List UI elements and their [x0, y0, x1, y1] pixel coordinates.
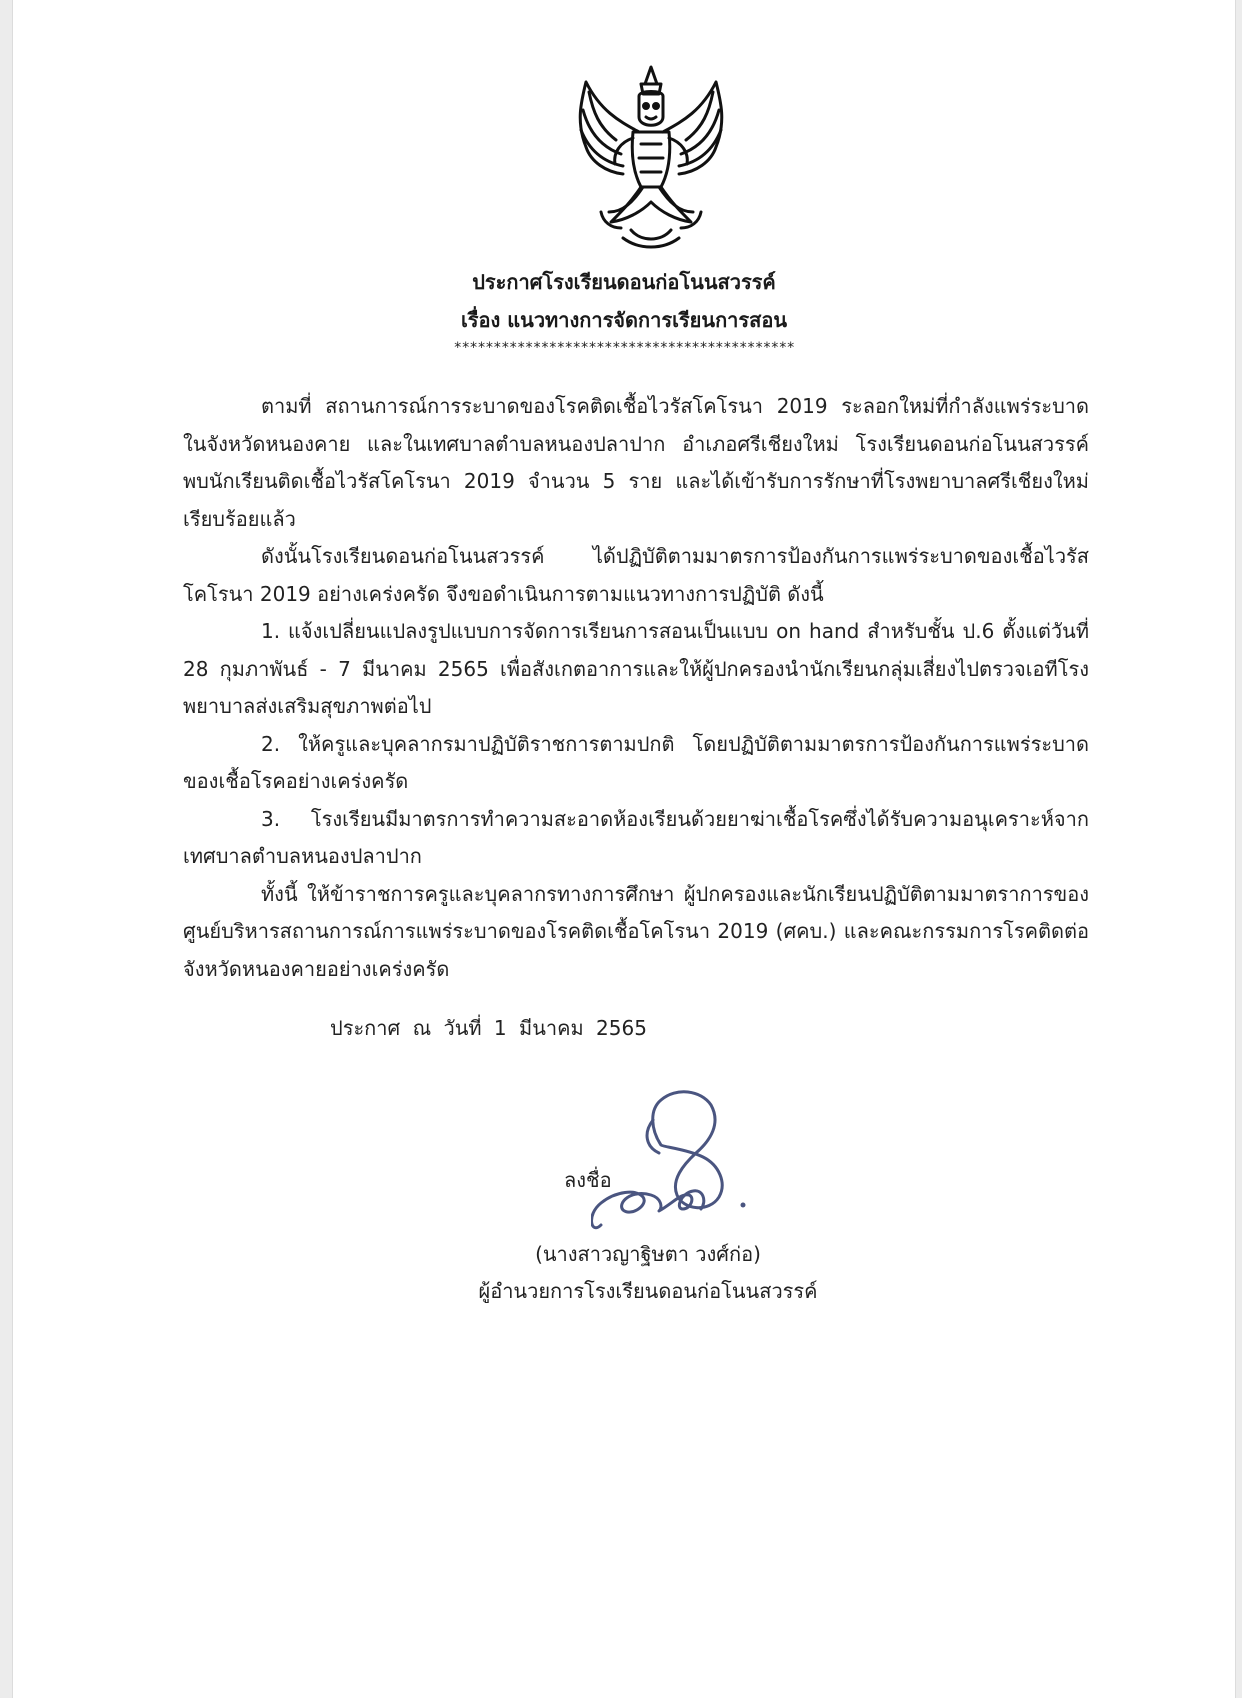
body-paragraph-closing: ทั้งนี้ ให้ข้าราชการครูและบุคลากรทางการศึกษา ผู้ปกครองและนักเรียนปฏิบัติตามมาตราการของศูนย์บริหารสถานการณ์การแพร่ระบาดของโรคติดเชื้อโคโรนา 2019 (ศคบ.) และคณะกรรมการโรคติดต่อจังหวัดหนองคายอย่างเคร่งครัด — [183, 881, 1089, 981]
announcement-title: ประกาศโรงเรียนดอนก่อโนนสวรรค์ — [472, 270, 776, 294]
announcement-date: ประกาศ ณ วันที่ 1 มีนาคม 2565 — [330, 1016, 647, 1040]
handwritten-signature — [591, 1085, 766, 1235]
announcement-subject: เรื่อง แนวทางการจัดการเรียนการสอน — [460, 308, 788, 332]
body-paragraph-item-2: 2. ให้ครูและบุคลากรมาปฏิบัติราชการตามปกติ โดยปฏิบัติตามมาตรการป้องกันการแพร่ระบาดของเชื้อโรคอย่างเคร่งครัด — [183, 731, 1089, 793]
body-paragraph-measures: ดังนั้นโรงเรียนดอนก่อโนนสวรรค์ ได้ปฏิบัติตามมาตรการป้องกันการแพร่ระบาดของเชื้อไวรัสโคโรนา 2019 อย่างเคร่งครัด จึงขอดำเนินการตามแนวทางการปฏิบัติ ดังนี้ — [183, 544, 1089, 606]
signer-name: (นางสาวญาฐิษตา วงศ์ก่อ) — [535, 1242, 761, 1266]
sign-label: ลงชื่อ — [564, 1168, 612, 1192]
body-paragraph-item-1: 1. แจ้งเปลี่ยนแปลงรูปแบบการจัดการเรียนการสอนเป็นแบบ on hand สำหรับชั้น ป.6 ตั้งแต่วันที่ 28 กุมภาพันธ์ - 7 มีนาคม 2565 เพื่อสังเกตอาการและให้ผู้ปกครองนำนักเรียนกลุ่มเสี่ยงไปตรวจเอทีโรงพยาบาลส่งเสริมสุขภาพต่อไป — [183, 619, 1089, 718]
body-paragraph-intro: ตามที่ สถานการณ์การระบาดของโรคติดเชื้อไวรัสโคโรนา 2019 ระลอกใหม่ที่กำลังแพร่ระบาดในจังหวัดหนองคาย และในเทศบาลตำบลหนองปลาปาก อำเภอศรีเชียงใหม่ โรงเรียนดอนก่อโนนสวรรค์ พบนักเรียนติดเชื้อไวรัสโคโรนา 2019 จำนวน 5 ราย และได้เข้ารับการรักษาที่โรงพยาบาลศรีเชียงใหม่เรียบร้อยแล้ว — [183, 394, 1089, 531]
document-page — [12, 0, 1236, 1698]
announcement-body — [183, 388, 1089, 988]
garuda-emblem-icon — [561, 62, 741, 252]
asterisk-divider: ******************************************* — [453, 340, 795, 356]
body-paragraph-item-3: 3. โรงเรียนมีมาตรการทำความสะอาดห้องเรียนด้วยยาฆ่าเชื้อโรคซึ่งได้รับความอนุเคราะห์จากเทศบาลตำบลหนองปลาปาก — [183, 806, 1089, 868]
signer-position: ผู้อำนวยการโรงเรียนดอนก่อโนนสวรรค์ — [478, 1279, 818, 1303]
